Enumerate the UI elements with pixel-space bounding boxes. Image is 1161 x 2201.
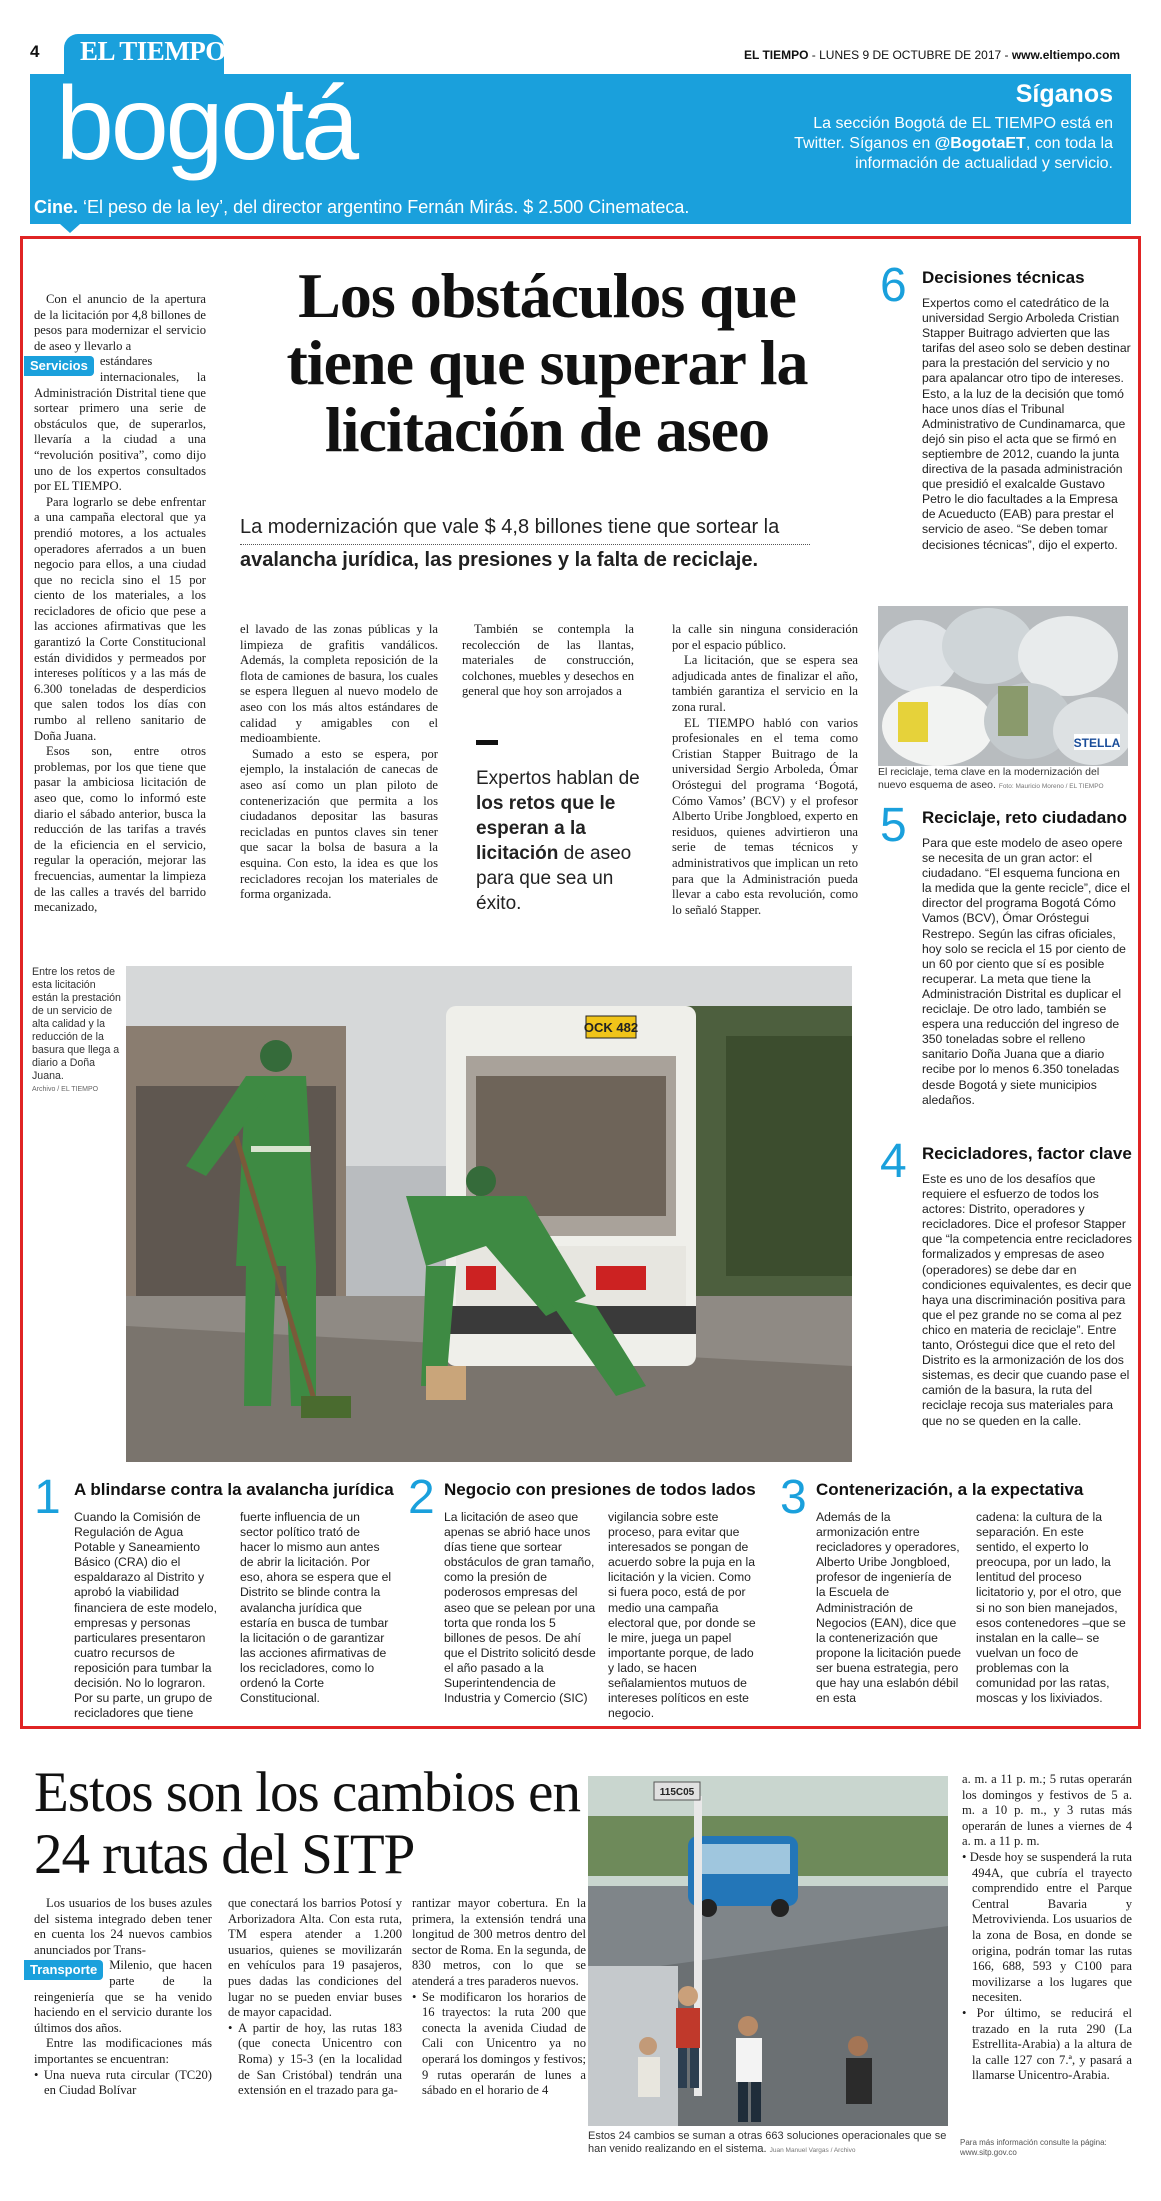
sitp-col1-p2: Entre las modificaciones más importantes se encuentran: (34, 2036, 212, 2066)
main-caption-text: Entre los retos de esta licitación están la prestación de un servicio de alta calidad y la reducción de la basura que llega a diario a Doña Juana. (32, 966, 121, 1082)
dateline-date: - LUNES 9 DE OCTUBRE DE 2017 - (808, 48, 1012, 62)
section-2-col-a: La licitación de aseo que apenas se abrió hace unos días tiene que sortear obstáculos de gran tamaño, como la presión de poderosos empresas del aseo que se pelean por una torta que ronda los 5 billones de pesos. De ahí que el Distrito solicitó desde el año pasado a la Superintendencia de Industria y Comercio (SIC) (444, 1510, 596, 1706)
sitp-col3-bullet-1: • Se modificaron los horarios de 16 trayectos: la ruta 200 que conecta la avenida Ciudad de Cali con Unicentro ya no operará los domingos y festivos; 9 rutas operarán de lunes a sábado en el horario de 4 (412, 1989, 586, 2098)
sitp-lead-cont: Milenio, que hacen parte de la reingeniería que se ha venido haciendo en el servicio durante los últimos dos años. (34, 1958, 212, 2035)
truck-plate: OCK 482 (583, 1020, 639, 1035)
pullquote-c: de aseo para que sea un éxito. (476, 843, 632, 914)
ticker (34, 197, 689, 218)
main-col-3 (462, 622, 634, 700)
deck-light: La modernización que vale $ 4,8 billones tiene que sortear la (240, 512, 810, 545)
sitp-col4-bullet-2: • Por último, se reducirá el trazado en la ruta 290 (La Estrellita-Arabia) a la altura de la calle 127 con 7.ª, y pasará a llamarse Unicentro-Arabia. (962, 2005, 1132, 2083)
sitp-caption-credit: Juan Manuel Vargas / Archivo (769, 2147, 856, 2154)
sitp-col3-bullet-1-text: Se modificaron los horarios de 16 trayectos: la ruta 200 que conecta la avenida Ciudad de Cali con Unicentro ya no operará los domingos y festivos; 9 rutas operarán de lunes a sábado en el horario de 4 (421, 1989, 586, 2098)
section-2-number: 2 (408, 1471, 435, 1524)
recycling-bags-illustration (878, 606, 1128, 766)
section-6-title: Decisiones técnicas (922, 268, 1085, 287)
section-3 (780, 1471, 1132, 1706)
follow-line-2 (733, 134, 1113, 154)
ticker-pointer (60, 224, 80, 233)
garbage-truck-photo (126, 966, 852, 1462)
follow-line-3: información de actualidad y servicio. (855, 155, 1113, 172)
section-3-number: 3 (780, 1471, 807, 1524)
sitp-col2-bullet-1: • A partir de hoy, las rutas 183 (que conecta Unicentro con Roma) y 15-3 (en la localidad de San Cristóbal) tendrán una extensión en el trazado para ga- (228, 2020, 402, 2098)
sitp-col3-p1: rantizar mayor cobertura. En la primera, la extensión tendrá una longitud de 300 metros dentro del sector de Roma. En la segunda, de 830 metros, con lo que se atenderá a tres paraderos nuevos. (412, 1896, 586, 1988)
section-3-title: Contenerización, a la expectativa (816, 1480, 1084, 1499)
sitp-headline: Estos son los cambios en 24 rutas del SITP (34, 1761, 580, 1886)
sitp-col1-bullet-1-text: Una nueva ruta circular (TC20) en Ciudad Bolívar (43, 2067, 212, 2098)
col4-paragraph-3: EL TIEMPO habló con varios profesionales en el tema como Cristian Stapper Buitrago de la universidad Sergio Arboleda, Ómar Oróstegui del programa ‘Bogotá, Cómo Vamos’ (BCV) y el profesor Alberto Uribe Jongbloed, experto en residuos, quienes advirtieron una serie de temas técnicos y administrativos que implican un reto para que la Administración pueda llevar a cabo esta revolución, como lo señaló Stapper. (672, 715, 858, 917)
follow-title: Síganos (1015, 80, 1113, 108)
sitp-col-1 (30, 1896, 212, 2099)
deck-bold: avalancha jurídica, las presiones y la falta de reciclaje. (240, 549, 759, 571)
follow-line-1: La sección Bogotá de EL TIEMPO está en (813, 115, 1113, 132)
section-2-col-b: vigilancia sobre este proceso, para evitar que interesados se pongan de acuerdo sobre la puja en la licitación y la vicien. Como si fuera poco, está de por medio una campaña electoral que, por donde se le mire, juega un papel importante porque, de lado y lado, se hacen señalamientos mutuos de intereses políticos en este negocio. (608, 1510, 756, 1721)
col2-paragraph-2: Sumado a esto se espera, por ejemplo, la instalación de canecas de aseo así como un plan piloto de contenerización que permita a los ciudadanos depositar las basuras recicladas en puntos claves sin tener que sacar la bolsa de basura a la esquina. Con esto, la idea es que los recicladores recojan los materiales de forma organizada. (240, 746, 438, 902)
ticker-label: Cine. (34, 197, 79, 217)
sitp-col-2 (228, 1896, 402, 2099)
sitp-caption-text: Estos 24 cambios se suman a otras 663 soluciones operacionales que se han venido realizando en el sistema. (588, 2130, 947, 2155)
section-1-col-b: fuerte influencia de un sector político trató de hacer lo mismo aun antes de abrir la licitación. Por eso, ahora se espera que el Distrito se blinde contra la avalancha jurídica que estaría en busca de tumbar la licitación o de garantizar las acciones afirmativas de los recicladores, como lo ordenó la Corte Constitucional. (240, 1510, 392, 1706)
recycling-photo (878, 606, 1128, 766)
recycle-bag-label: STELLA (1073, 736, 1121, 750)
section-2-title: Negocio con presiones de todos lados (444, 1480, 756, 1499)
sitp-col4-bullet-1: • Desde hoy se suspenderá la ruta 494A, que cubría el trayecto comprendido entre el Parque Central Bavaria y Metrovivienda. Los usuarios de la zona de Bosa, en donde se origina, podrán tomar las rutas 166, 688, 593 y C100 para movilizarse a los lugares que necesiten. (962, 1849, 1132, 2005)
section-5 (880, 799, 1132, 1108)
section-6-number: 6 (880, 259, 907, 312)
section-2 (408, 1471, 768, 1721)
lead-paragraph-cont: estándares internacionales, la Administración Distrital tiene que sortear primero una serie de obstáculos que, de superarlos, llevaría a la ciudad a una “revolución positiva”, como dijo uno de los expertos consultados por EL TIEMPO. (34, 354, 206, 494)
bus-sign: 115C05 (659, 1787, 695, 1798)
sitp-col2-p1: que conectará los barrios Potosí y Arborizadora Alta. Con esta ruta, TM espera atender a 1.200 usuarios, quienes se movilizarán en vehículos para 19 pasajeros, pues dadas las condiciones del lugar no se pueden enviar buses de mayor capacidad. (228, 1896, 402, 2020)
ticker-text: ‘El peso de la ley’, del director argentino Fernán Mirás. $ 2.500 Cinemateca. (83, 197, 690, 217)
section-5-title: Reciclaje, reto ciudadano (922, 808, 1128, 827)
dateline (744, 48, 1120, 62)
col4-paragraph-2: La licitación, que se espera sea adjudicada antes de finalizar el año, también garantiza el servicio en la zona rural. (672, 653, 858, 714)
dateline-url[interactable]: www.eltiempo.com (1011, 48, 1121, 62)
main-paragraph-2: Para lograrlo se debe enfrentar a una campaña electoral que ya prendió motores, a los actuales operadores aferrados a un buen negocio para ellos, a una ciudad que no recicla sino el 15 por ciento de los materiales, a los recicladores de oficio que pese a las acciones afirmativas que les garantizó la Corte Constitucional están divididos y permeados por intereses políticos y a las más de 6.300 toneladas de desperdicios que salen todos los días con rumbo al relleno sanitario de Doña Juana. (34, 494, 206, 743)
dateline-brand: EL TIEMPO (744, 48, 809, 62)
pullquote-a: Expertos hablan de (476, 768, 640, 789)
section-5-number: 5 (880, 799, 907, 852)
section-tag-servicios: Servicios (24, 356, 94, 376)
main-deck (240, 512, 810, 575)
main-col-4 (672, 622, 858, 918)
sitp-col4-bullet-2-text: Por último, se reducirá el trazado en la ruta 290 (La Estrellita-Arabia) a la altura de la calle 127 con 7.ª, y pasará a llamarse Unicentro-Arabia. (972, 2005, 1132, 2083)
sitp-more-info[interactable]: Para más información consulte la página: www.sitp.gov.co (960, 2138, 1107, 2157)
recycling-caption (878, 766, 1128, 793)
sitp-col-4 (962, 1772, 1132, 2084)
section-1-number: 1 (34, 1471, 61, 1524)
section-5-text: Para que este modelo de aseo opere se necesita de un gran actor: el ciudadano. “El esquema funciona en la medida que la gente recicle”, dice el director del programa Bogotá Cómo Vamos (BCV), Ómar Oróstegui Restrepo. Según las cifras oficiales, hoy solo se recicla el 15 por ciento de un 60 por ciento que sí es posible recuperar. La meta que tiene la Administración Distrital es duplicar el reciclaje. De otro lado, también se espera una reducción del ingreso de 350 toneladas sobre el relleno sanitario Doña Juana que a diario recibe por lo menos 6.350 toneladas desde Bogotá y siete municipios aledaños. (922, 836, 1130, 1107)
lead-paragraph (34, 292, 206, 354)
section-1 (34, 1471, 394, 1721)
section-3-col-a: Además de la armonización entre recicladores y operadores, Alberto Uribe Jongbloed, profesor de ingeniería de la Escuela de Administración de Negocios (EAN), dice que la contenerización que propone la licitación puede ser buena estrategia, pero que hay una eslabón débil en esta (816, 1510, 962, 1706)
section-6-text: Expertos como el catedrático de la universidad Sergio Arboleda Cristian Stapper Buitrago advierten que las tarifas del aseo solo se deben destinar para la prestación del servicio y no para apalancar otro tipo de intereses. Esto, a la luz de la decisión que tomó hace unos días el Tribunal Administrativo de Cundinamarca, que dejó sin piso el acta que se firmó en septiembre de 2012, cuando la junta directiva de la pasada administración que presidió el exalcalde Gustavo Petro le dio facultades a la Empresa de Acueducto (EAB) para prestar el servicio de aseo. “Se deben tomar decisiones técnicas”, dijo el experto. (922, 296, 1131, 552)
main-headline: Los obstáculos que tiene que superar la licitación de aseo (286, 260, 808, 465)
follow-line-2a: Twitter. Síganos en (794, 135, 935, 152)
garbage-truck-illustration (126, 966, 852, 1462)
sitp-bus-photo (588, 1776, 948, 2126)
follow-text (733, 114, 1113, 174)
section-4-number: 4 (880, 1135, 907, 1188)
recycling-caption-credit: Foto: Mauricio Moreno / EL TIEMPO (998, 783, 1104, 790)
pullquote-b: los retos que le esperan a la licitación (476, 793, 616, 864)
section-title: bogotá (56, 66, 357, 182)
page-number: 4 (30, 42, 40, 61)
section-6 (880, 259, 1132, 553)
sitp-lead: Los usuarios de los buses azules del sistema integrado deben tener en cuenta los 24 nuevos cambios anunciados por Trans- (34, 1896, 212, 1957)
main-photo-caption (32, 966, 122, 1094)
section-1-col-a: Cuando la Comisión de Regulación de Agua Potable y Saneamiento Básico (CRA) dio el espaldarazo al Distrito y aprobó la viabilidad financiera de este modelo, empresas y personas particulares presentaron cuatro recursos de reposición para tumbar la decisión. No lo lograron. Por su parte, un grupo de recicladores que tiene (74, 1510, 217, 1721)
main-caption-credit: Archivo / EL TIEMPO (32, 1086, 99, 1093)
section-1-title: A blindarse contra la avalancha jurídica (74, 1480, 394, 1499)
follow-line-2b: , con toda la (1025, 135, 1113, 152)
main-col-1 (30, 292, 206, 916)
recycling-caption-text: El reciclaje, tema clave en la modernización del nuevo esquema de aseo. (878, 766, 1100, 791)
sitp-col2-bullet-1-text: A partir de hoy, las rutas 183 (que conecta Unicentro con Roma) y 15-3 (en la localidad de San Cristóbal) tendrán una extensión en el trazado para ga- (238, 2020, 402, 2098)
section-tag-transporte: Transporte (24, 1960, 103, 1980)
twitter-handle[interactable]: @BogotaET (934, 135, 1026, 152)
masthead-tab-label: EL TIEMPO (80, 36, 226, 66)
col3-paragraph-1: También se contempla la recolección de las llantas, materiales de construcción, colchones, muebles y desechos en general que hoy son arrojados a (462, 622, 634, 699)
sitp-col4-bullet-1-text: Desde hoy se suspenderá la ruta 494A, que cubría el trayecto comprendido entre el Parque Central Bavaria y Metrovivienda. Los usuarios de la zona de Bosa, en donde se origina, podrán tomar las rutas 166, 688, 593 y C100 para movilizarse a los lugares que necesiten. (969, 1849, 1132, 2005)
col2-paragraph-1: el lavado de las zonas públicas y la limpieza de grafitis vandálicos. Además, la completa reposición de la flota de camiones de basura, los cuales se espera lleguen al nuevo modelo de aseo con los más altos estándares de calidad y amigables con el medioambiente. (240, 622, 438, 746)
col4-paragraph-1: la calle sin ninguna consideración por el espacio público. (672, 622, 858, 652)
sitp-col-3 (412, 1896, 586, 2099)
section-4-text: Este es uno de los desafíos que requiere el esfuerzo de todos los actores: Distrito, operadores y recicladores. Dice el profesor Stapper que “la competencia entre recicladores formalizados y empresas de aseo (operadores) se debe dar en condiciones equivalentes, es decir que haya una discriminación positiva para que el pez grande no se coma al pez chico en materia de reciclaje”. Entre tanto, Oróstegui dice que el reto del Distrito es la armonización de los dos sistemas, es decir que cuando pase el camión de la basura, la ruta del reciclaje recoja sus materiales para que no se queden en la calle. (922, 1172, 1133, 1428)
section-4-title: Recicladores, factor clave (922, 1144, 1132, 1163)
section-4 (880, 1135, 1133, 1429)
pullquote (476, 766, 642, 916)
main-paragraph-3: Esos son, entre otros problemas, por los que tiene que pasar la ambiciosa licitación de aseo que, como lo informó este diario el sábado anterior, busca la reducción de las tarifas a través de la eficiencia en el servicio, regular la operación, mejorar las frecuencias, aumentar la limpieza de las calles a través del barrido mecanizado, (34, 744, 206, 915)
sitp-col1-bullet-1: • Una nueva ruta circular (TC20) en Ciudad Bolívar (34, 2067, 212, 2098)
pullquote-rule (476, 740, 498, 745)
sitp-bus-illustration (588, 1776, 948, 2126)
sitp-col4-p1: a. m. a 11 p. m.; 5 rutas operarán los domingos y festivos de 5 a. m. a 10 p. m., y 3 rutas más operarán de lunes a viernes de 4 a. m. a 11 p. m. (962, 1772, 1132, 1849)
section-3-col-b: cadena: la cultura de la separación. En este sentido, el experto lo preocupa, por un lado, la lentitud del proceso licitatorio y, por el otro, que si no son bien manejados, esos contenedores –que se instalan en la calle– se vuelvan un foco de problemas con la comunidad por las ratas, moscas y los lixiviados. (976, 1510, 1126, 1706)
lead-before-tag: Con el anuncio de la apertura de la licitación por 4,8 billones de pesos para modernizar el servicio de aseo y llevarlo a (34, 292, 206, 353)
main-col-2 (240, 622, 438, 903)
sitp-photo-caption (588, 2130, 948, 2157)
